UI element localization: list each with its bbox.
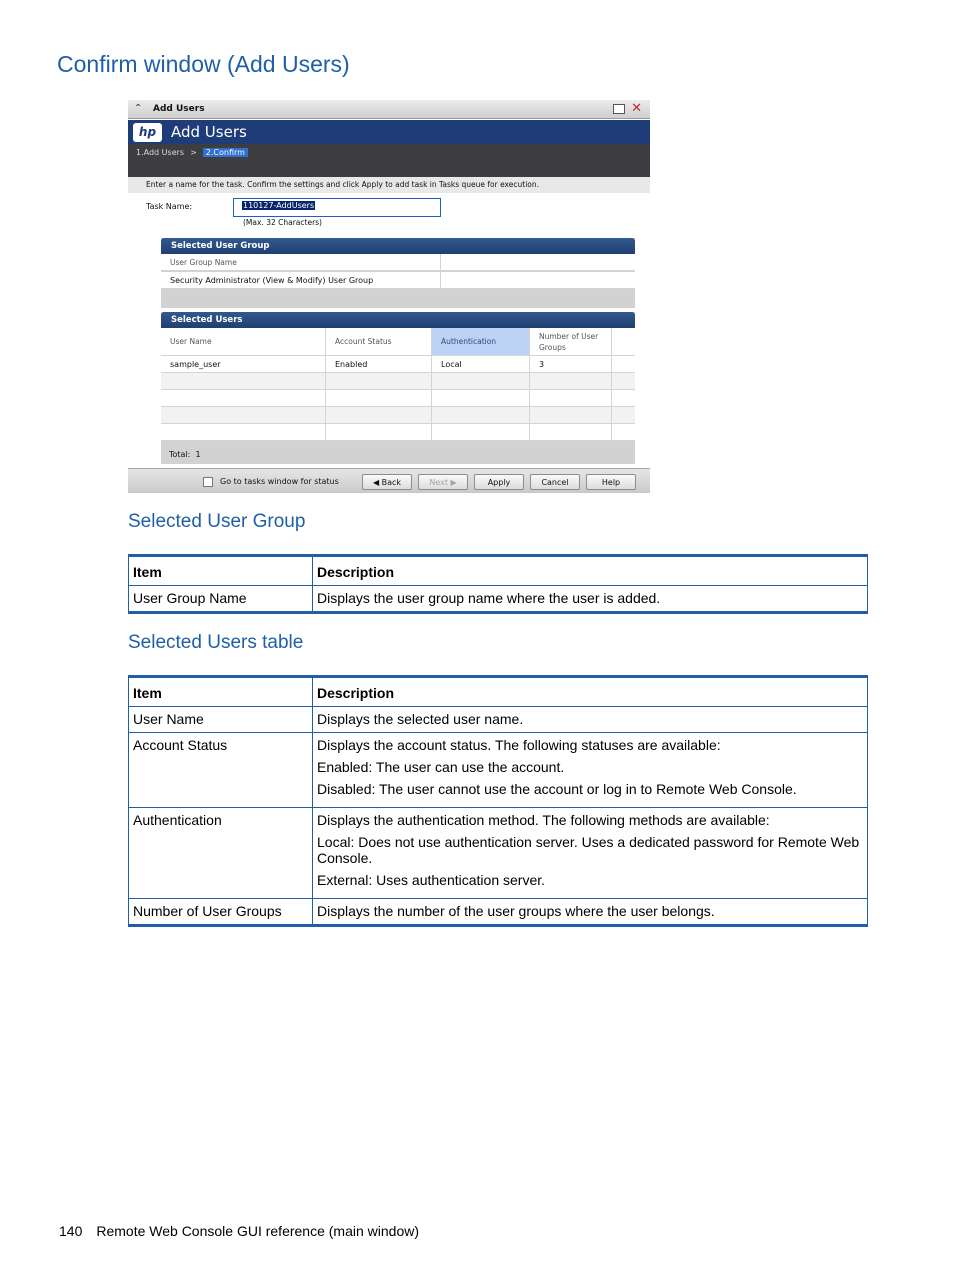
description-cell — [313, 733, 868, 808]
empty-row — [161, 407, 635, 424]
selected-user-group-table — [128, 554, 868, 614]
back-label: Back — [381, 478, 402, 487]
description-line: Displays the selected user name. — [317, 711, 524, 727]
table-row — [129, 808, 868, 899]
description-line: External: Uses authentication server. — [317, 872, 546, 888]
item-cell: Account Status — [129, 733, 313, 808]
column-header-item: Item — [129, 677, 313, 707]
total-label: Total: — [169, 450, 191, 459]
banner-band — [128, 120, 650, 144]
user-group-name-column[interactable] — [161, 254, 635, 271]
column-header-description: Description — [313, 556, 868, 586]
go-to-tasks-checkbox[interactable] — [203, 477, 213, 487]
selected-users-column-headers — [161, 328, 635, 356]
help-button[interactable]: Help — [586, 474, 636, 490]
column-header-spacer — [612, 328, 635, 355]
close-icon[interactable]: ✕ — [631, 101, 642, 116]
selected-users-reference-table — [128, 675, 868, 927]
column-header-item: Item — [129, 556, 313, 586]
empty-row — [161, 424, 635, 441]
description-cell — [313, 808, 868, 899]
next-button[interactable] — [418, 474, 468, 490]
user-group-name-cell: Security Administrator (View & Modify) User Group — [161, 272, 441, 289]
add-users-window — [128, 100, 650, 493]
column-header-user-name[interactable]: User Name — [161, 328, 326, 355]
window-footer — [128, 468, 650, 493]
spacer-cell — [612, 356, 635, 372]
back-arrow-icon: ◀ — [372, 478, 380, 487]
item-cell: Authentication — [129, 808, 313, 899]
wizard-steps — [136, 148, 248, 157]
total-value: 1 — [195, 450, 201, 459]
empty-row — [161, 373, 635, 390]
next-label: Next — [429, 478, 448, 487]
account-status-cell: Enabled — [326, 356, 432, 372]
go-to-tasks-label[interactable]: Go to tasks window for status — [220, 477, 339, 486]
collapse-chevron-icon[interactable]: ⌃ — [134, 103, 143, 114]
table-row — [129, 707, 868, 733]
user-name-cell: sample_user — [161, 356, 326, 372]
table-row[interactable] — [161, 272, 635, 289]
task-name-label: Task Name: — [146, 202, 193, 211]
item-cell: Number of User Groups — [129, 899, 313, 926]
table-header-row — [129, 677, 868, 707]
page-title: Confirm window (Add Users) — [57, 51, 350, 77]
selected-users-panel — [161, 312, 635, 464]
window-title: Add Users — [153, 104, 205, 114]
step-add-users: 1.Add Users — [136, 148, 185, 157]
selected-users-grid — [161, 328, 635, 441]
hp-logo: hp — [133, 123, 162, 142]
page-number: 140 — [59, 1223, 83, 1239]
column-header-number-of-user-groups[interactable]: Number of User Groups — [530, 328, 612, 355]
table-row — [129, 586, 868, 613]
description-line: Displays the number of the user groups where the user belongs. — [317, 903, 715, 919]
cancel-button[interactable]: Cancel — [530, 474, 580, 490]
maximize-icon[interactable] — [613, 104, 625, 114]
user-groups-cell: 3 — [530, 356, 612, 372]
item-cell: User Group Name — [129, 586, 313, 613]
table-header-row — [129, 556, 868, 586]
selected-users-total — [161, 444, 635, 464]
empty-row — [161, 390, 635, 407]
selected-user-group-heading: Selected User Group — [128, 511, 306, 532]
column-header-account-status[interactable]: Account Status — [326, 328, 432, 355]
apply-button[interactable]: Apply — [474, 474, 524, 490]
footer-text: Remote Web Console GUI reference (main window) — [96, 1223, 420, 1239]
task-name-value: 110127-AddUsers — [243, 201, 315, 210]
description-cell — [313, 707, 868, 733]
banner-title: Add Users — [171, 123, 247, 141]
table-row — [129, 899, 868, 926]
description-line: Local: Does not use authentication server. Uses a dedicated password for Remote Web Console. — [317, 834, 860, 866]
selected-user-group-panel — [161, 238, 635, 308]
column-header-description: Description — [313, 677, 868, 707]
back-button[interactable] — [362, 474, 412, 490]
task-name-hint: (Max. 32 Characters) — [243, 218, 322, 227]
next-arrow-icon: ▶ — [450, 478, 457, 487]
column-header-user-group-name: User Group Name — [161, 254, 441, 271]
description-line: Displays the user group name where the user is added. — [317, 590, 661, 606]
wizard-banner — [128, 120, 650, 177]
table-row — [129, 733, 868, 808]
description-line: Disabled: The user cannot use the account or log in to Remote Web Console. — [317, 781, 797, 797]
window-title-bar — [128, 100, 650, 119]
step-confirm: 2.Confirm — [203, 148, 248, 157]
instruction-text: Enter a name for the task. Confirm the settings and click Apply to add task in Tasks queue for execution. — [128, 177, 650, 193]
column-header-authentication[interactable]: Authentication — [432, 328, 530, 355]
selected-users-header: Selected Users — [161, 312, 635, 328]
description-line: Displays the account status. The following statuses are available: — [317, 737, 721, 753]
task-name-input[interactable] — [233, 198, 441, 217]
selected-users-table-heading: Selected Users table — [128, 632, 304, 653]
description-cell — [313, 586, 868, 613]
description-cell — [313, 899, 868, 926]
authentication-cell: Local — [432, 356, 530, 372]
page-footer — [59, 1223, 419, 1239]
item-cell: User Name — [129, 707, 313, 733]
selected-user-group-header: Selected User Group — [161, 238, 635, 254]
description-line: Enabled: The user can use the account. — [317, 759, 565, 775]
step-separator: > — [190, 148, 197, 157]
description-line: Displays the authentication method. The following methods are available: — [317, 812, 770, 828]
table-row[interactable] — [161, 356, 635, 373]
